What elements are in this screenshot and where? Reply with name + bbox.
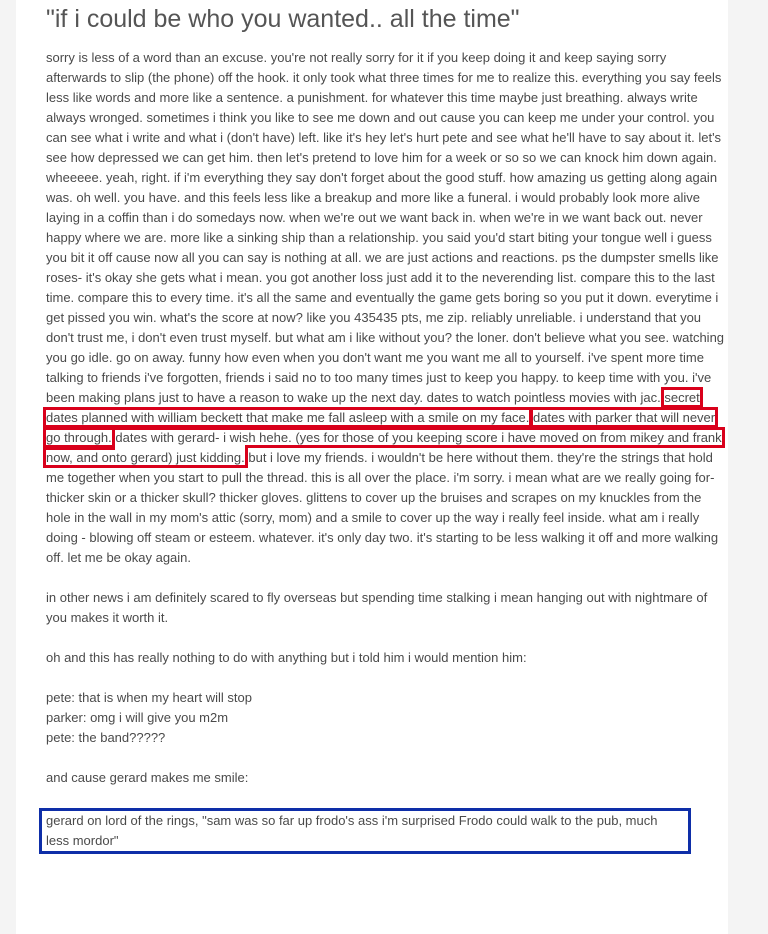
spacer — [46, 788, 726, 808]
quote-text: gerard on lord of the rings, "sam was so far up frodo's ass i'm surprised Frodo could walk to the pub, much less mordor" — [46, 813, 658, 848]
paragraph-gerard: and cause gerard makes me smile: — [46, 770, 249, 785]
spacer — [46, 628, 726, 648]
paragraph-main — [46, 48, 726, 568]
red-highlight-gerard: dates with gerard- i wish hehe. (yes for those of you keeping score i have moved on from mikey and frank now, and onto gerard) just kidding. — [46, 430, 722, 465]
paragraph-main-part1: sorry is less of a word than an excuse. you're not really sorry for it if you keep doing it and keep saying sorry afterwards to slip (the phone) off the hook. it only took what three times for me to realize this. everything you say feels less like words and more like a sentence. a punishment. for whatever this time maybe just breathing. always write always wronged. sometimes i think you like to see me down and out cause you can keep me under your control. you can see what i write and what i (don't have) left. like it's hey let's hurt pete and see what he'll have to say about it. let's see how depressed we can get him. then let's pretend to love him for a week or so so we can knock him down again. wheeeee. yeah, right. if i'm everything they say don't forget about the good stuff. how amazing us getting along again was. oh well. you have. and this feels less like a breakup and more like a funeral. i would probably look more alive laying in a coffin than i do somedays now. when we're out we want back in. when we're in we want back out. never happy where we are. more like a sinking ship than a relationship. you said you'd start biting your tongue well i guess you bit it off cause now all you can say is nothing at all. we are just actions and reactions. ps the dumpster smells like roses- it's okay she gets what i mean. you got another loss just add it to the neverending list. compare this to the last time. compare this to every time. it's all the same and eventually the game gets boring so you put it down. everytime i get pissed you win. what's the score at now? like you 435435 pts, me zip. reliably unreliable. i understand that you don't trust me, i don't even trust myself. but what am i like without you? the loner. don't believe what you see. watching you go idle. go on away. funny how even when you don't want me you want me all to yourself. i've spent more time talking to friends i've forgotten, friends i said no to too many times just to keep you happy. to keep time with you. i've been making plans just to have a reason to wake up the next day. dates to watch pointless movies with jac. — [46, 50, 725, 405]
spacer — [46, 668, 726, 688]
red-highlight-william-beckett: secret dates planned with william beckett that make me fall asleep with a smile on my face. — [46, 390, 700, 425]
post-title: "if i could be who you wanted.. all the time" — [46, 5, 520, 33]
paragraph-other-news: in other news i am definitely scared to fly overseas but spending time stalking i mean hanging out with nightmare of you makes it worth it. — [46, 590, 708, 625]
paragraph-main-part4: but i love my friends. i wouldn't be here without them. they're the strings that hold me together when you start to pull the thread. this is all over the place. i'm sorry. i mean what are we really going for- thicker skin or a thicker skull? thicker gloves. glittens to cover up the bruises and scrapes on my knuckles from the hole in the wall in my mom's attic (sorry, mom) and a smile to cover up the way i really feel inside. what am i really doing - blowing off steam or esteem. whatever. it's only day two. it's starting to be less walking it off and more walking off. let me be okay again. — [46, 450, 719, 565]
blue-highlight-quote — [39, 808, 691, 854]
spacer — [46, 748, 726, 768]
post-body — [46, 48, 726, 854]
red-highlight-parker: dates with parker that will never go through. — [46, 410, 716, 445]
spacer — [46, 568, 726, 588]
dialogue-line: pete: the band????? — [46, 730, 166, 745]
paragraph-mention: oh and this has really nothing to do with anything but i told him i would mention him: — [46, 650, 527, 665]
dialogue-line: pete: that is when my heart will stop — [46, 690, 252, 705]
dialogue-line: parker: omg i will give you m2m — [46, 710, 229, 725]
